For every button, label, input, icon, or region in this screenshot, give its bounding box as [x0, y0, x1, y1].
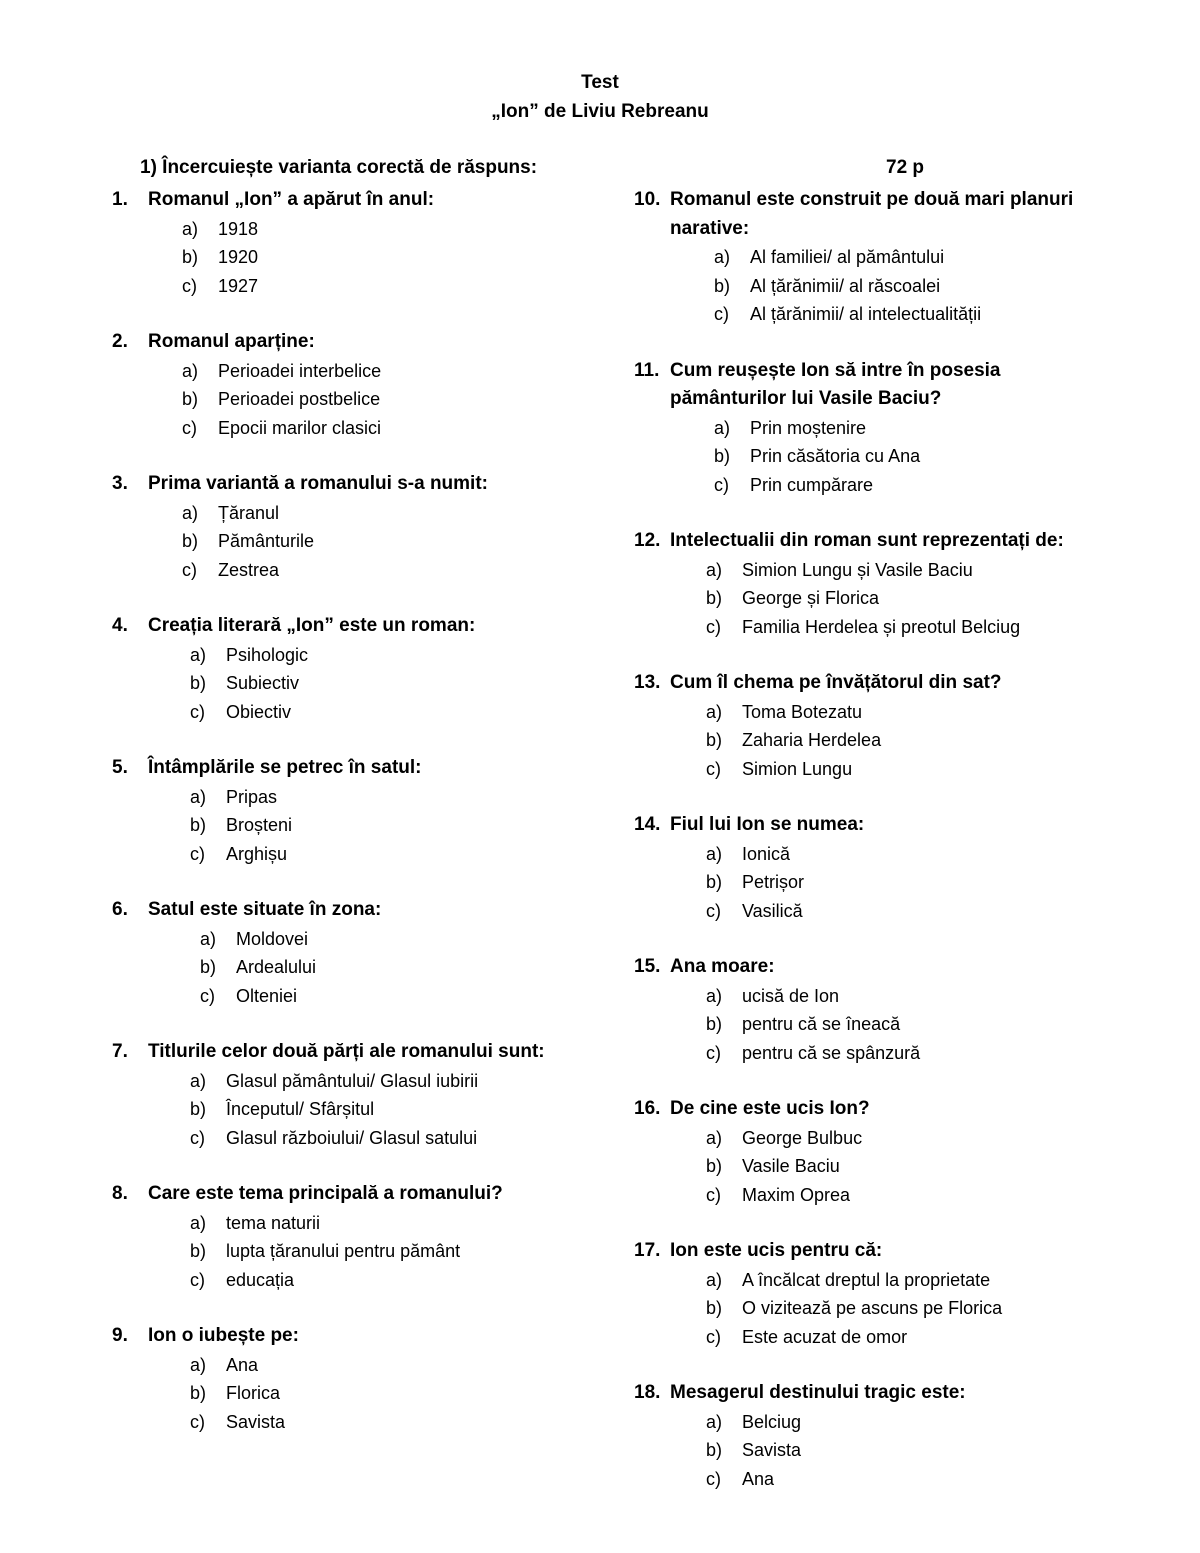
- option-letter: c): [190, 1269, 205, 1290]
- answer-options: [112, 783, 612, 869]
- questions-right-column: [634, 186, 1104, 1521]
- question-text: Fiul lui Ion se numea:: [670, 814, 865, 835]
- question-heading: [112, 754, 612, 783]
- answer-options: [634, 1408, 1104, 1494]
- option-text: tema naturii: [226, 1212, 321, 1233]
- option-letter: c): [706, 1468, 721, 1489]
- question-block: [112, 1038, 612, 1152]
- option-letter: b): [706, 872, 723, 892]
- answer-option[interactable]: [112, 243, 612, 272]
- option-letter: b): [706, 1440, 723, 1460]
- question-text: Romanul este construit pe două mari planuri narative:: [670, 189, 1074, 239]
- option-text: Perioadei interbelice: [218, 360, 382, 381]
- option-letter: b): [182, 389, 199, 409]
- answer-options: [634, 1266, 1104, 1352]
- question-heading: [634, 1237, 1104, 1266]
- option-letter: b): [714, 275, 731, 296]
- option-letter: a): [190, 786, 207, 807]
- option-letter: a): [706, 1411, 723, 1432]
- answer-option[interactable]: [634, 613, 1104, 642]
- question-block: [112, 328, 612, 442]
- option-letter: c): [714, 304, 729, 324]
- option-letter: a): [182, 218, 199, 239]
- option-letter: b): [190, 1383, 207, 1403]
- question-text: Cum reușește Ion să intre în posesia pământurilor lui Vasile Baciu?: [670, 359, 1001, 409]
- answer-option[interactable]: [634, 1323, 1104, 1352]
- section-instruction: 1) Încercuiește varianta corectă de răspuns:: [140, 157, 538, 178]
- option-text: O vizitează pe ascuns pe Florica: [742, 1298, 1003, 1318]
- answer-option[interactable]: [634, 1181, 1104, 1210]
- option-text: Savista: [742, 1440, 802, 1460]
- option-letter: a): [706, 985, 723, 1006]
- question-number: 5.: [112, 757, 128, 778]
- question-number: 14.: [634, 814, 661, 835]
- question-heading: [634, 1095, 1104, 1124]
- question-number: 9.: [112, 1325, 128, 1346]
- question-heading: [634, 527, 1104, 556]
- question-number: 12.: [634, 530, 661, 551]
- option-text: Savista: [226, 1411, 286, 1432]
- option-text: Simion Lungu: [742, 758, 853, 779]
- answer-option[interactable]: [634, 1152, 1104, 1181]
- question-number: 13.: [634, 672, 661, 693]
- question-text: Creația literară „Ion” este un roman:: [148, 615, 476, 636]
- answer-option[interactable]: [112, 1351, 612, 1380]
- question-text: Ion este ucis pentru că:: [670, 1240, 883, 1261]
- questions-left-column: [112, 186, 612, 1464]
- option-text: Pământurile: [218, 531, 315, 551]
- question-block: [634, 669, 1104, 783]
- option-text: Al familiei/ al pământului: [750, 247, 945, 267]
- question-number: 11.: [634, 359, 660, 381]
- option-text: Epocii marilor clasici: [218, 417, 382, 438]
- answer-option[interactable]: [634, 471, 1104, 500]
- option-text: Țăranul: [218, 502, 280, 523]
- option-text: Perioadei postbelice: [218, 389, 381, 409]
- option-letter: a): [190, 1070, 207, 1091]
- answer-option[interactable]: [112, 982, 612, 1011]
- answer-option[interactable]: [112, 357, 612, 386]
- option-letter: b): [182, 247, 199, 267]
- question-block: [112, 1322, 612, 1436]
- question-block: [634, 1237, 1104, 1351]
- option-text: Broșteni: [226, 815, 293, 835]
- answer-options: [112, 641, 612, 727]
- option-text: Ardealului: [236, 957, 317, 977]
- answer-option[interactable]: [634, 698, 1104, 727]
- answer-options: [634, 243, 1104, 329]
- option-letter: c): [190, 701, 205, 722]
- option-text: Moldovei: [236, 928, 309, 949]
- question-heading: [634, 953, 1104, 982]
- question-heading: [634, 186, 1104, 243]
- question-block: [112, 612, 612, 726]
- option-letter: c): [706, 900, 721, 921]
- answer-option[interactable]: [112, 925, 612, 954]
- question-number: 6.: [112, 899, 128, 920]
- option-text: Glasul pământului/ Glasul iubirii: [226, 1070, 479, 1091]
- option-letter: b): [706, 588, 723, 608]
- option-letter: b): [190, 815, 207, 835]
- option-letter: b): [706, 1014, 723, 1034]
- answer-option[interactable]: [112, 272, 612, 301]
- question-text: Romanul „Ion” a apărut în anul:: [148, 189, 435, 210]
- question-number: 17.: [634, 1240, 661, 1261]
- option-letter: a): [200, 928, 217, 949]
- answer-options: [112, 1351, 612, 1437]
- answer-option[interactable]: [112, 556, 612, 585]
- option-text: Florica: [226, 1383, 281, 1403]
- question-text: Ana moare:: [670, 956, 775, 977]
- answer-option[interactable]: [112, 1237, 612, 1266]
- option-text: Toma Botezatu: [742, 701, 863, 722]
- question-heading: [112, 1322, 612, 1351]
- option-text: Prin moștenire: [750, 417, 867, 438]
- answer-option[interactable]: [634, 982, 1104, 1011]
- question-text: Romanul aparține:: [148, 331, 315, 352]
- option-letter: c): [706, 1326, 721, 1347]
- question-number: 2.: [112, 331, 128, 352]
- answer-options: [634, 556, 1104, 642]
- option-text: ucisă de Ion: [742, 985, 840, 1006]
- option-letter: a): [182, 502, 199, 523]
- option-text: Al țărănimii/ al răscoalei: [750, 275, 941, 296]
- option-letter: b): [714, 446, 731, 466]
- answer-option[interactable]: [634, 1039, 1104, 1068]
- answer-option[interactable]: [112, 1095, 612, 1124]
- question-number: 7.: [112, 1041, 128, 1062]
- question-number: 1.: [112, 189, 128, 210]
- option-letter: c): [706, 1042, 721, 1063]
- answer-option[interactable]: [634, 300, 1104, 329]
- question-text: Intelectualii din roman sunt reprezentați de:: [670, 530, 1064, 551]
- option-letter: c): [706, 1184, 721, 1205]
- answer-option[interactable]: [112, 953, 612, 982]
- answer-option[interactable]: [634, 1010, 1104, 1039]
- answer-option[interactable]: [112, 1209, 612, 1238]
- answer-option[interactable]: [634, 726, 1104, 755]
- answer-option[interactable]: [634, 1124, 1104, 1153]
- option-letter: a): [706, 1269, 723, 1290]
- option-text: Psihologic: [226, 644, 309, 665]
- answer-option[interactable]: [634, 1465, 1104, 1494]
- option-letter: a): [190, 644, 207, 665]
- option-text: Glasul războiului/ Glasul satului: [226, 1127, 478, 1148]
- option-letter: b): [182, 531, 199, 551]
- option-text: Belciug: [742, 1411, 802, 1432]
- option-text: Zestrea: [218, 559, 280, 580]
- option-text: Vasile Baciu: [742, 1156, 840, 1176]
- option-text: Pripas: [226, 786, 278, 807]
- option-letter: c): [714, 474, 729, 495]
- question-number: 4.: [112, 615, 128, 636]
- question-block: [112, 754, 612, 868]
- answer-options: [634, 698, 1104, 784]
- answer-options: [634, 1124, 1104, 1210]
- answer-option[interactable]: [112, 783, 612, 812]
- option-text: pentru că se spânzură: [742, 1042, 921, 1063]
- points-total: 72 p: [886, 157, 925, 178]
- question-block: [634, 953, 1104, 1067]
- answer-option[interactable]: [634, 1436, 1104, 1465]
- question-block: [112, 470, 612, 584]
- answer-option[interactable]: [112, 527, 612, 556]
- question-text: Cum îl chema pe învățătorul din sat?: [670, 672, 1002, 693]
- question-heading: [634, 1379, 1104, 1408]
- option-text: educația: [226, 1269, 295, 1290]
- question-number: 8.: [112, 1183, 128, 1204]
- answer-options: [634, 840, 1104, 926]
- question-number: 16.: [634, 1098, 661, 1119]
- option-letter: c): [182, 559, 197, 580]
- answer-option[interactable]: [112, 1379, 612, 1408]
- option-letter: b): [706, 1298, 723, 1318]
- question-number: 15.: [634, 956, 661, 977]
- option-text: Începutul/ Sfârșitul: [226, 1099, 375, 1119]
- option-text: George Bulbuc: [742, 1127, 863, 1148]
- question-block: [634, 1095, 1104, 1209]
- question-heading: [112, 186, 612, 215]
- answer-option[interactable]: [634, 584, 1104, 613]
- option-letter: a): [190, 1212, 207, 1233]
- question-text: Titlurile celor două părți ale romanului sunt:: [148, 1041, 545, 1062]
- option-text: George și Florica: [742, 588, 880, 608]
- option-text: Prin căsătoria cu Ana: [750, 446, 921, 466]
- answer-option[interactable]: [634, 243, 1104, 272]
- answer-option[interactable]: [112, 1067, 612, 1096]
- question-heading: [634, 669, 1104, 698]
- option-text: pentru că se îneacă: [742, 1014, 901, 1034]
- question-block: [634, 811, 1104, 925]
- option-text: Ionică: [742, 843, 791, 864]
- answer-option[interactable]: [634, 442, 1104, 471]
- question-number: 10.: [634, 189, 661, 210]
- option-text: Ana: [742, 1468, 775, 1489]
- question-text: Întâmplările se petrec în satul:: [148, 757, 422, 778]
- option-text: Simion Lungu și Vasile Baciu: [742, 559, 973, 580]
- option-letter: c): [182, 275, 197, 296]
- option-text: 1918: [218, 218, 259, 239]
- question-block: [634, 357, 1104, 500]
- answer-option[interactable]: [634, 755, 1104, 784]
- answer-option[interactable]: [112, 215, 612, 244]
- option-text: Ana: [226, 1354, 259, 1375]
- option-text: Este acuzat de omor: [742, 1326, 908, 1347]
- question-block: [112, 1180, 612, 1294]
- option-letter: b): [200, 957, 217, 977]
- question-text: Mesagerul destinului tragic este:: [670, 1382, 966, 1403]
- answer-option[interactable]: [112, 1408, 612, 1437]
- answer-option[interactable]: [634, 897, 1104, 926]
- answer-option[interactable]: [634, 556, 1104, 585]
- option-text: Maxim Oprea: [742, 1184, 851, 1205]
- question-block: [112, 186, 612, 300]
- option-letter: a): [714, 417, 731, 438]
- option-letter: a): [706, 701, 723, 722]
- option-letter: a): [714, 247, 731, 267]
- answer-option[interactable]: [634, 1266, 1104, 1295]
- option-letter: a): [190, 1354, 207, 1375]
- question-text: Ion o iubește pe:: [148, 1325, 299, 1346]
- answer-option[interactable]: [634, 1294, 1104, 1323]
- option-letter: a): [182, 360, 199, 381]
- question-heading: [634, 811, 1104, 840]
- option-text: 1927: [218, 275, 259, 296]
- question-heading: [112, 1038, 612, 1067]
- question-block: [634, 527, 1104, 641]
- option-letter: c): [200, 985, 215, 1006]
- answer-options: [112, 1209, 612, 1295]
- option-letter: c): [182, 417, 197, 438]
- question-heading: [634, 357, 1104, 414]
- question-heading: [112, 896, 612, 925]
- question-block: [112, 896, 612, 1010]
- answer-option[interactable]: [112, 1266, 612, 1295]
- page-title: Test: [581, 72, 619, 93]
- option-letter: b): [190, 1099, 207, 1119]
- question-heading: [112, 612, 612, 641]
- option-letter: b): [190, 1241, 207, 1261]
- question-block: [634, 186, 1104, 329]
- answer-option[interactable]: [634, 414, 1104, 443]
- option-letter: b): [706, 1156, 723, 1176]
- answer-options: [634, 982, 1104, 1068]
- answer-option[interactable]: [112, 698, 612, 727]
- option-letter: b): [706, 730, 723, 750]
- option-text: Al țărănimii/ al intelectualității: [750, 304, 982, 324]
- answer-option[interactable]: [112, 385, 612, 414]
- question-block: [634, 1379, 1104, 1493]
- option-text: Prin cumpărare: [750, 474, 874, 495]
- answer-options: [112, 925, 612, 1011]
- answer-option[interactable]: [112, 811, 612, 840]
- option-letter: c): [190, 1411, 205, 1432]
- option-text: Vasilică: [742, 900, 803, 921]
- question-text: De cine este ucis Ion?: [670, 1098, 870, 1119]
- question-text: Care este tema principală a romanului?: [148, 1183, 503, 1204]
- option-text: lupta țăranului pentru pământ: [226, 1241, 461, 1261]
- option-letter: c): [190, 843, 205, 864]
- option-letter: a): [706, 1127, 723, 1148]
- option-text: Arghișu: [226, 843, 288, 864]
- page-subtitle: „Ion” de Liviu Rebreanu: [491, 101, 709, 122]
- question-text: Satul este situate în zona:: [148, 899, 382, 920]
- answer-options: [112, 357, 612, 443]
- answer-option[interactable]: [112, 669, 612, 698]
- answer-option[interactable]: [112, 1124, 612, 1153]
- question-heading: [112, 470, 612, 499]
- option-text: Familia Herdelea și preotul Belciug: [742, 616, 1021, 637]
- question-text: Prima variantă a romanului s-a numit:: [148, 473, 488, 494]
- answer-option[interactable]: [112, 641, 612, 670]
- option-letter: a): [706, 559, 723, 580]
- answer-options: [112, 499, 612, 585]
- answer-option[interactable]: [634, 272, 1104, 301]
- answer-options: [634, 414, 1104, 500]
- answer-option[interactable]: [112, 499, 612, 528]
- option-text: Petrișor: [742, 872, 805, 892]
- option-text: Olteniei: [236, 985, 298, 1006]
- question-number: 18.: [634, 1382, 661, 1403]
- answer-options: [112, 1067, 612, 1153]
- option-text: A încălcat dreptul la proprietate: [742, 1269, 991, 1290]
- answer-option[interactable]: [112, 840, 612, 869]
- option-letter: c): [706, 616, 721, 637]
- option-letter: c): [190, 1127, 205, 1148]
- answer-option[interactable]: [112, 414, 612, 443]
- question-heading: [112, 1180, 612, 1209]
- option-text: Subiectiv: [226, 673, 300, 693]
- answer-options: [112, 215, 612, 301]
- option-letter: a): [706, 843, 723, 864]
- answer-option[interactable]: [634, 1408, 1104, 1437]
- answer-option[interactable]: [634, 840, 1104, 869]
- answer-option[interactable]: [634, 868, 1104, 897]
- option-text: 1920: [218, 247, 259, 267]
- option-text: Obiectiv: [226, 701, 292, 722]
- question-heading: [112, 328, 612, 357]
- question-number: 3.: [112, 473, 128, 494]
- option-letter: c): [706, 758, 721, 779]
- option-letter: b): [190, 673, 207, 693]
- option-text: Zaharia Herdelea: [742, 730, 882, 750]
